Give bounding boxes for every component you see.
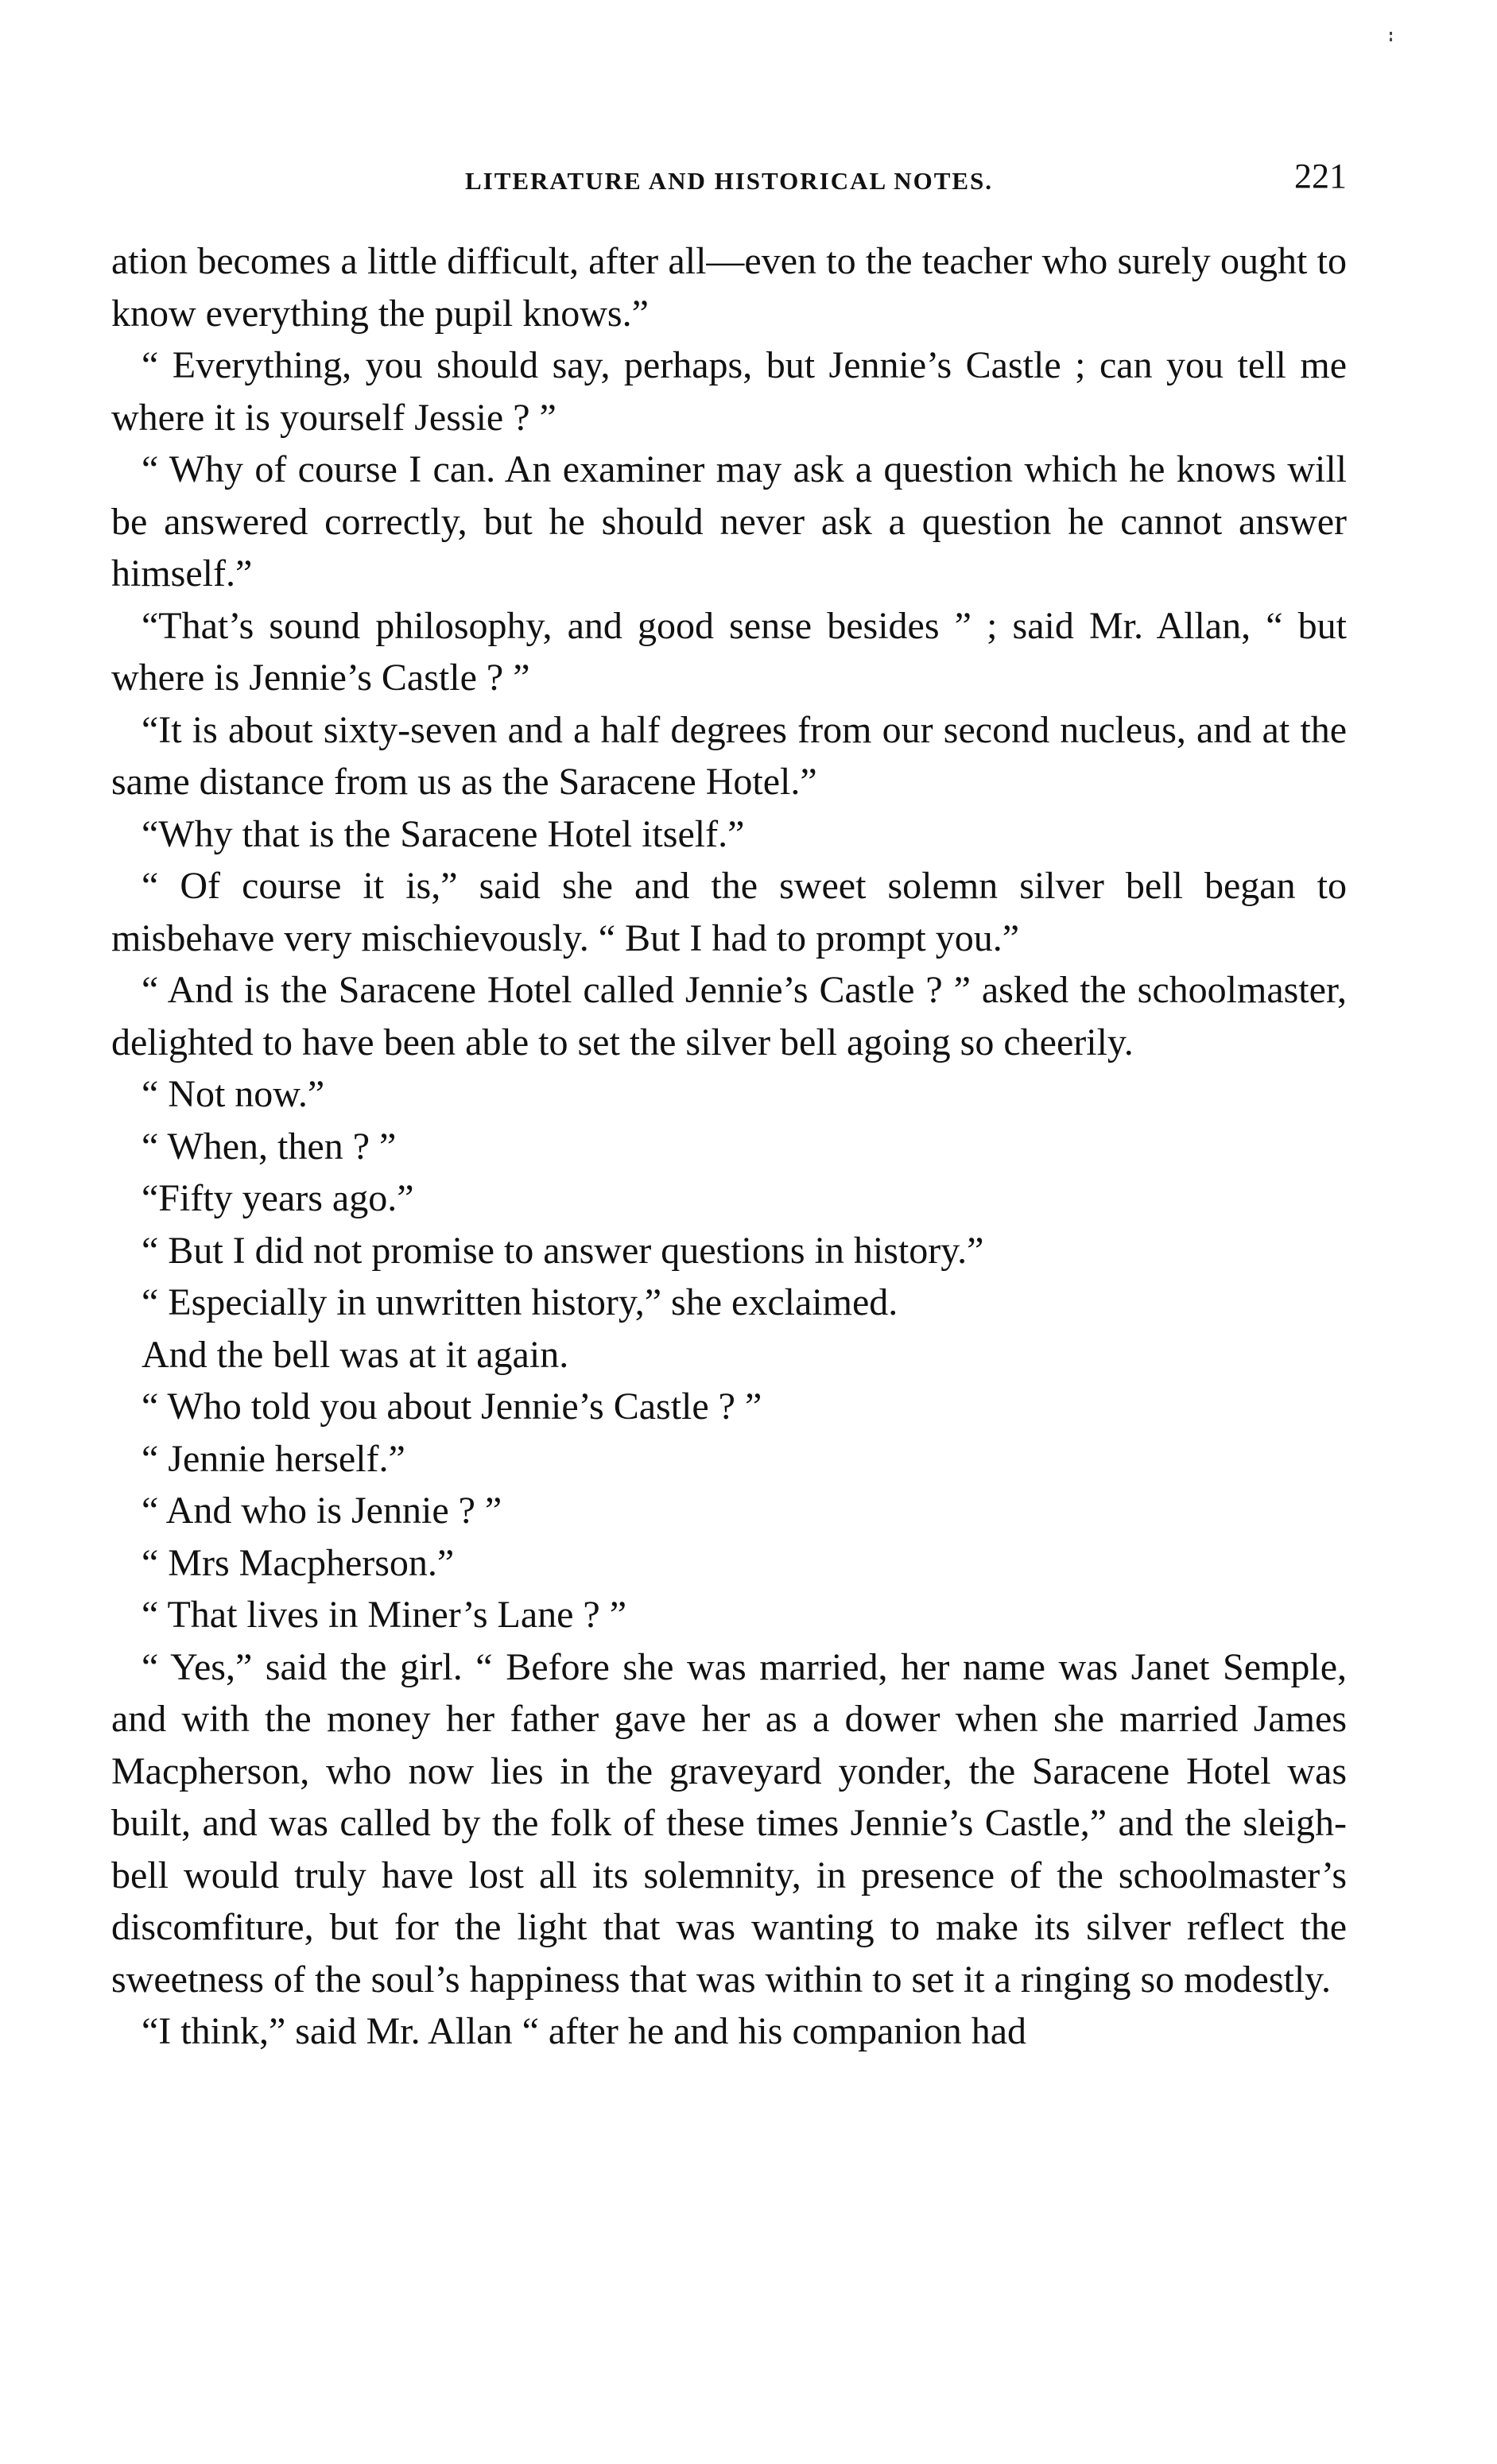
paragraph: “ Of course it is,” said she and the sweet solemn silver bell began to misbehave very mischievously. “ But I had to prompt you.” — [111, 865, 1347, 959]
margin-speck — [1390, 32, 1395, 41]
paragraph: “It is about sixty-seven and a half degrees from our second nucleus, and at the same distance from us as the Saracene Hotel.” — [111, 708, 1347, 803]
book-page — [111, 156, 1347, 2058]
paragraph: ation becomes a little difficult, after all—even to the teacher who surely ought to know everything the pupil knows.” — [111, 240, 1347, 335]
paragraph: “ When, then ? ” — [142, 1125, 397, 1168]
paragraph: “ Who told you about Jennie’s Castle ? ” — [142, 1385, 762, 1428]
paragraph: “I think,” said Mr. Allan “ after he and his companion had — [142, 2010, 1027, 2052]
paragraph: “ And is the Saracene Hotel called Jennie’s Castle ? ” asked the schoolmaster, delighted to have been able to set the silver bell agoing so cheerily. — [111, 969, 1347, 1063]
paragraph: And the bell was at it again. — [142, 1333, 569, 1376]
paragraph: “ Why of course I can. An examiner may ask a question which he knows will be answered correctly, but he should never ask a question he cannot answer himself.” — [111, 448, 1347, 595]
paragraph: “ Especially in unwritten history,” she exclaimed. — [142, 1281, 898, 1323]
paragraph: “ Yes,” said the girl. “ Before she was married, her name was Janet Semple, and with the money her father gave her as a dower when she married James Macpherson, who now lies in the graveyard yonder, the Saracene Hotel was built, and was called by the folk of these times Jennie’s Castle,” and the sleigh-bell would truly have lost all its solemnity, in presence of the schoolmaster’s discomfiture, but for the light that was wanting to make its silver reflect the sweetness of the soul’s happiness that was within to set it a ringing so modestly. — [111, 1645, 1347, 2001]
paragraph: “ And who is Jennie ? ” — [142, 1490, 502, 1532]
body-text — [111, 235, 1347, 2058]
paragraph: “ Mrs Macpherson.” — [142, 1541, 455, 1584]
running-head: LITERATURE AND HISTORICAL NOTES. — [464, 167, 994, 195]
paragraph: “Why that is the Saracene Hotel itself.” — [142, 812, 745, 855]
page-header — [111, 156, 1347, 207]
page-number: 221 — [1294, 157, 1347, 196]
paragraph: “ Everything, you should say, perhaps, but Jennie’s Castle ; can you tell me where it is yourself Jessie ? ” — [111, 344, 1347, 439]
paragraph: “ That lives in Miner’s Lane ? ” — [142, 1594, 627, 1636]
paragraph: “ Not now.” — [142, 1073, 325, 1115]
paragraph: “ But I did not promise to answer questions in history.” — [142, 1229, 984, 1272]
paragraph: “ Jennie herself.” — [142, 1437, 405, 1480]
paragraph: “Fifty years ago.” — [142, 1177, 414, 1219]
paragraph: “That’s sound philosophy, and good sense besides ” ; said Mr. Allan, “ but where is Jennie’s Castle ? ” — [111, 604, 1347, 699]
